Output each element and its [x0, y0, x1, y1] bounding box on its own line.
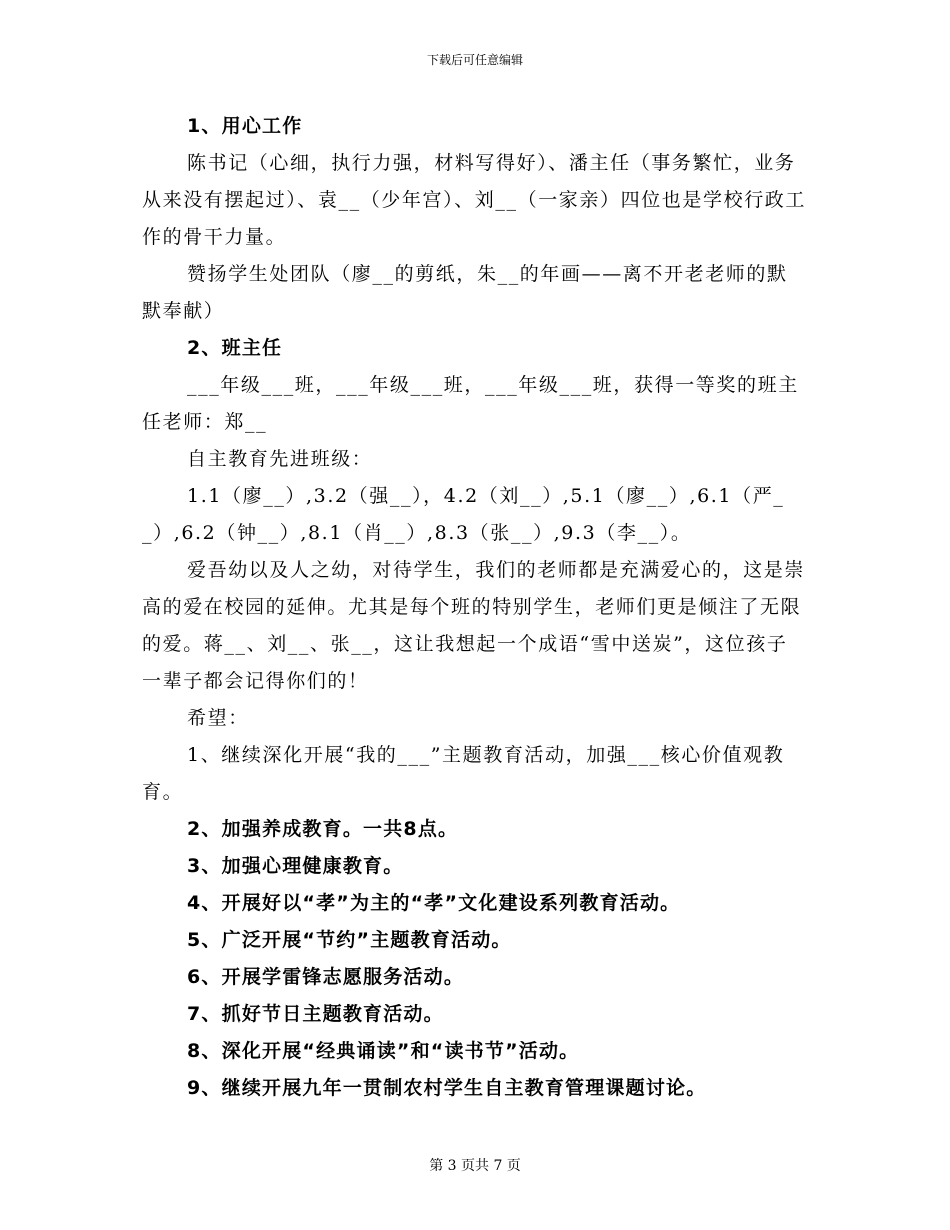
hope-item-3: 3、加强心理健康教育。 [187, 855, 404, 877]
hope-item-9: 9、继续开展九年一贯制农村学生自主教育管理课题讨论。 [187, 1077, 707, 1099]
hope-item-5: 5、广泛开展“节约”主题教育活动。 [187, 929, 512, 951]
hope-item-8: 8、深化开展“经典诵读”和“读书节”活动。 [187, 1040, 580, 1062]
hope-item-7: 7、抓好节日主题教育活动。 [187, 1003, 444, 1025]
paragraph-advanced-classes-label: 自主教育先进班级： [187, 448, 373, 470]
page-footer: 第 3 页共 7 页 [429, 1158, 521, 1174]
hope-item-4: 4、开展好以“孝”为主的“孝”文化建设系列教育活动。 [187, 892, 681, 914]
paragraph-hopes-label: 希望： [187, 707, 249, 729]
section-heading-work: 1、用心工作 [187, 115, 303, 137]
hope-item-2: 2、加强养成教育。一共8点。 [187, 818, 459, 840]
paragraph-award-teachers: ___年级___班，___年级___班，___年级___班，获得一等奖的班主任老师：郑__ [142, 374, 799, 433]
paragraph-teacher-love: 爱吾幼以及人之幼，对待学生，我们的老师都是充满爱心的，这是崇高的爱在校园的延伸。尤其是每个班的特别学生，老师们更是倾注了无限的爱。蒋__、刘__、张__，这让我想起一个成语“雪中送炭”，这位孩子一辈子都会记得你们的！ [142, 559, 806, 692]
section-heading-class-teacher: 2、班主任 [187, 337, 283, 359]
document-body [142, 108, 808, 1107]
hope-item-1: 1、继续深化开展“我的___”主题教育活动，加强___核心价值观教育。 [142, 744, 785, 803]
hope-item-6: 6、开展学雷锋志愿服务活动。 [187, 966, 465, 988]
paragraph-admin-staff: 陈书记（心细，执行力强，材料写得好）、潘主任（事务繁忙，业务从来没有摆起过）、袁__（少年宫）、刘__（一家亲）四位也是学校行政工作的骨干力量。 [142, 152, 807, 248]
paragraph-advanced-classes-list: 1.1（廖__）,3.2（强__），4.2（刘__）,5.1（廖__）,6.1（严__）,6.2（钟__）,8.1（肖__）,8.3（张__）,9.3（李__）。 [142, 485, 785, 544]
page-header: 下载后可任意编辑 [426, 53, 523, 67]
paragraph-student-office: 赞扬学生处团队（廖__的剪纸，朱__的年画——离不开老老师的默默奉献） [142, 263, 788, 322]
